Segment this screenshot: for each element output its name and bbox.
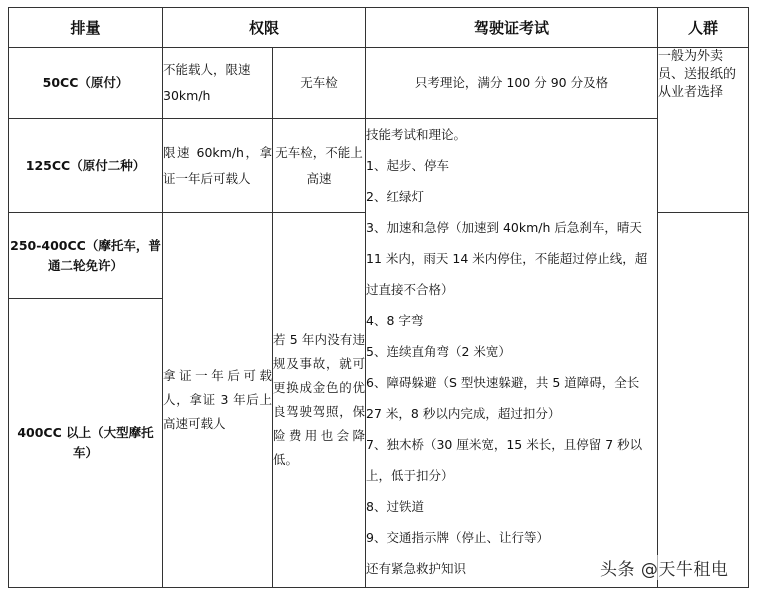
table-row-50cc: [9, 48, 749, 119]
table-row-125cc: [9, 119, 749, 213]
header-displacement: 排量: [9, 8, 163, 48]
exam-line: 9、交通指示牌（停止、让行等）: [366, 530, 549, 545]
header-rights: 权限: [163, 8, 366, 48]
inspection-large: 若 5 年内没有违规及事故，就可更换成金色的优良驾驶驾照，保险费用也会降低。: [273, 213, 366, 588]
exam-line: 1、起步、停车: [366, 158, 449, 173]
exam-skills: [366, 119, 658, 588]
motorcycle-license-table: [8, 7, 749, 588]
crowd-large: [658, 213, 749, 588]
exam-line: 5、连续直角弯（2 米宽）: [366, 344, 511, 359]
inspection-125cc: 无车检，不能上高速: [273, 119, 366, 213]
displacement-50cc: 50CC（原付）: [9, 48, 163, 119]
displacement-250-400cc: 250-400CC（摩托车，普通二轮免许）: [9, 213, 163, 299]
exam-line: 7、独木桥（30 厘米宽，15 米长，且停留 7 秒以上，低于扣分）: [366, 437, 643, 483]
exam-line: 8、过铁道: [366, 499, 424, 514]
rights-50cc: 不能载人，限速 30km/h: [163, 48, 273, 119]
exam-line: 3、加速和急停（加速到 40km/h 后急刹车，晴天 11 米内，雨天 14 米内停住，不能超过停止线，超过直接不合格）: [366, 220, 648, 297]
displacement-400cc-plus: 400CC 以上（大型摩托车）: [9, 299, 163, 588]
rights-125cc: 限速 60km/h，拿证一年后可载人: [163, 119, 273, 213]
rights-large: 拿证一年后可载人，拿证 3 年后上高速可载人: [163, 213, 273, 588]
inspection-50cc: 无车检: [273, 48, 366, 119]
exam-line: 2、红绿灯: [366, 189, 424, 204]
header-crowd: 人群: [658, 8, 749, 48]
exam-line: 技能考试和理论。: [366, 127, 467, 142]
header-license-exam: 驾驶证考试: [366, 8, 658, 48]
crowd-small: 一般为外卖员、送报纸的从业者选择: [658, 48, 749, 213]
exam-line: 4、8 字弯: [366, 313, 424, 328]
watermark: 头条 @天牛租电: [600, 555, 728, 580]
exam-line: 还有紧急救护知识: [366, 561, 467, 576]
exam-50cc: 只考理论，满分 100 分 90 分及格: [366, 48, 658, 119]
header-row: [9, 8, 749, 48]
displacement-125cc: 125CC（原付二种）: [9, 119, 163, 213]
exam-line: 6、障碍躲避（S 型快速躲避，共 5 道障碍，全长 27 米，8 秒以内完成，超过扣分）: [366, 375, 640, 421]
